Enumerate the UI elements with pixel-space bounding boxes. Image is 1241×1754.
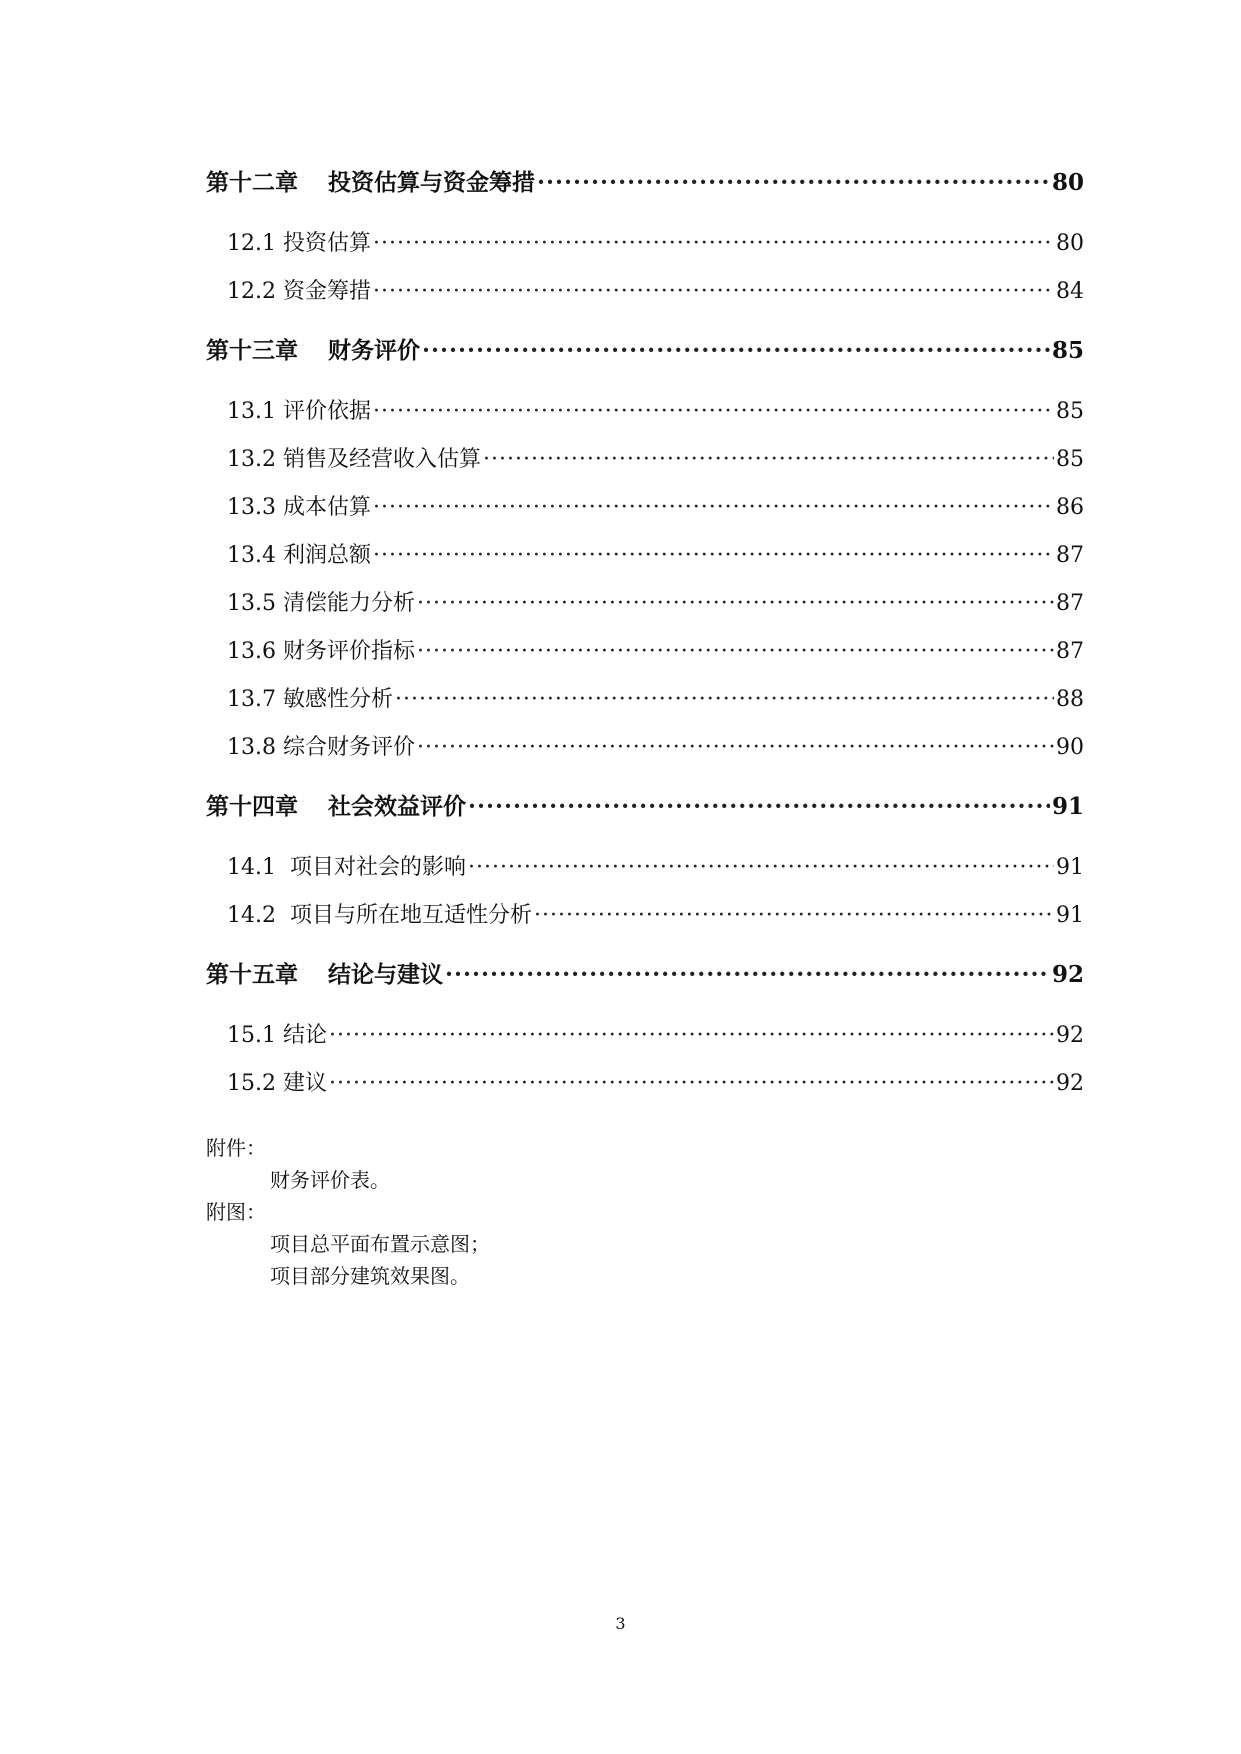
toc-section-13-4[interactable] <box>227 538 1084 569</box>
chapter-title: 第十五章 结论与建议 <box>206 961 443 988</box>
section-title: 13.5 清偿能力分析 <box>227 591 415 616</box>
section-title: 15.1 结论 <box>227 1023 327 1048</box>
dot-leader <box>445 961 1050 988</box>
section-title: 13.2 销售及经营收入估算 <box>227 447 481 472</box>
page-number: 91 <box>1051 793 1084 820</box>
page-number: 91 <box>1056 855 1084 880</box>
page-footer-number: 3 <box>615 1614 626 1633</box>
page-number: 80 <box>1051 169 1084 196</box>
toc-section-15-2[interactable] <box>227 1066 1084 1097</box>
dot-leader <box>422 337 1050 364</box>
toc-section-14-1[interactable] <box>227 850 1084 881</box>
toc-chapter-12[interactable] <box>206 164 1084 197</box>
section-title: 14.1 项目对社会的影响 <box>227 855 466 880</box>
attachment-item: 财务评价表。 <box>270 1168 390 1192</box>
page-number: 85 <box>1056 399 1084 424</box>
section-title: 15.2 建议 <box>227 1071 327 1096</box>
section-title: 14.2 项目与所在地互适性分析 <box>227 903 532 928</box>
section-title: 13.7 敏感性分析 <box>227 687 393 712</box>
page-number: 87 <box>1056 591 1084 616</box>
dot-leader <box>483 447 1054 472</box>
figures-label: 附图： <box>206 1200 266 1224</box>
dot-leader <box>534 903 1054 928</box>
toc-section-13-1[interactable] <box>227 394 1084 425</box>
page-number: 86 <box>1056 495 1084 520</box>
section-title: 12.1 投资估算 <box>227 231 371 256</box>
dot-leader <box>417 735 1054 760</box>
toc-section-14-2[interactable] <box>227 898 1084 929</box>
section-title: 13.4 利润总额 <box>227 543 371 568</box>
page-number: 87 <box>1056 639 1084 664</box>
section-title: 13.3 成本估算 <box>227 495 371 520</box>
figure-item: 项目部分建筑效果图。 <box>270 1264 470 1288</box>
toc-section-13-7[interactable] <box>227 682 1084 713</box>
dot-leader <box>468 793 1050 820</box>
page-number: 92 <box>1056 1071 1084 1096</box>
section-title: 12.2 资金筹措 <box>227 279 371 304</box>
toc-section-13-3[interactable] <box>227 490 1084 521</box>
dot-leader <box>373 399 1054 424</box>
dot-leader <box>329 1071 1054 1096</box>
page-number: 88 <box>1056 687 1084 712</box>
chapter-title: 第十三章 财务评价 <box>206 337 420 364</box>
page-number: 91 <box>1056 903 1084 928</box>
dot-leader <box>537 169 1050 196</box>
dot-leader <box>417 591 1054 616</box>
page-number: 87 <box>1056 543 1084 568</box>
page-number: 92 <box>1056 1023 1084 1048</box>
dot-leader <box>395 687 1054 712</box>
toc-section-13-6[interactable] <box>227 634 1084 665</box>
dot-leader <box>373 543 1054 568</box>
toc-section-13-8[interactable] <box>227 730 1084 761</box>
dot-leader <box>468 855 1054 880</box>
figure-item: 项目总平面布置示意图； <box>270 1232 490 1256</box>
toc-section-12-2[interactable] <box>227 274 1084 305</box>
chapter-title: 第十二章 投资估算与资金筹措 <box>206 169 535 196</box>
section-title: 13.8 综合财务评价 <box>227 735 415 760</box>
toc-section-13-5[interactable] <box>227 586 1084 617</box>
page-number: 90 <box>1056 735 1084 760</box>
toc-chapter-13[interactable] <box>206 332 1084 365</box>
chapter-title: 第十四章 社会效益评价 <box>206 793 466 820</box>
page-number: 84 <box>1056 279 1084 304</box>
section-title: 13.1 评价依据 <box>227 399 371 424</box>
section-title: 13.6 财务评价指标 <box>227 639 415 664</box>
page-number: 85 <box>1051 337 1084 364</box>
dot-leader <box>373 495 1054 520</box>
dot-leader <box>417 639 1054 664</box>
toc-section-13-2[interactable] <box>227 442 1084 473</box>
attachments-label: 附件： <box>206 1136 266 1160</box>
dot-leader <box>373 279 1054 304</box>
page-number: 85 <box>1056 447 1084 472</box>
toc-chapter-14[interactable] <box>206 788 1084 821</box>
toc-section-12-1[interactable] <box>227 226 1084 257</box>
dot-leader <box>373 231 1054 256</box>
dot-leader <box>329 1023 1054 1048</box>
toc-section-15-1[interactable] <box>227 1018 1084 1049</box>
toc-chapter-15[interactable] <box>206 956 1084 989</box>
page-number: 80 <box>1056 231 1084 256</box>
page-number: 92 <box>1051 961 1084 988</box>
